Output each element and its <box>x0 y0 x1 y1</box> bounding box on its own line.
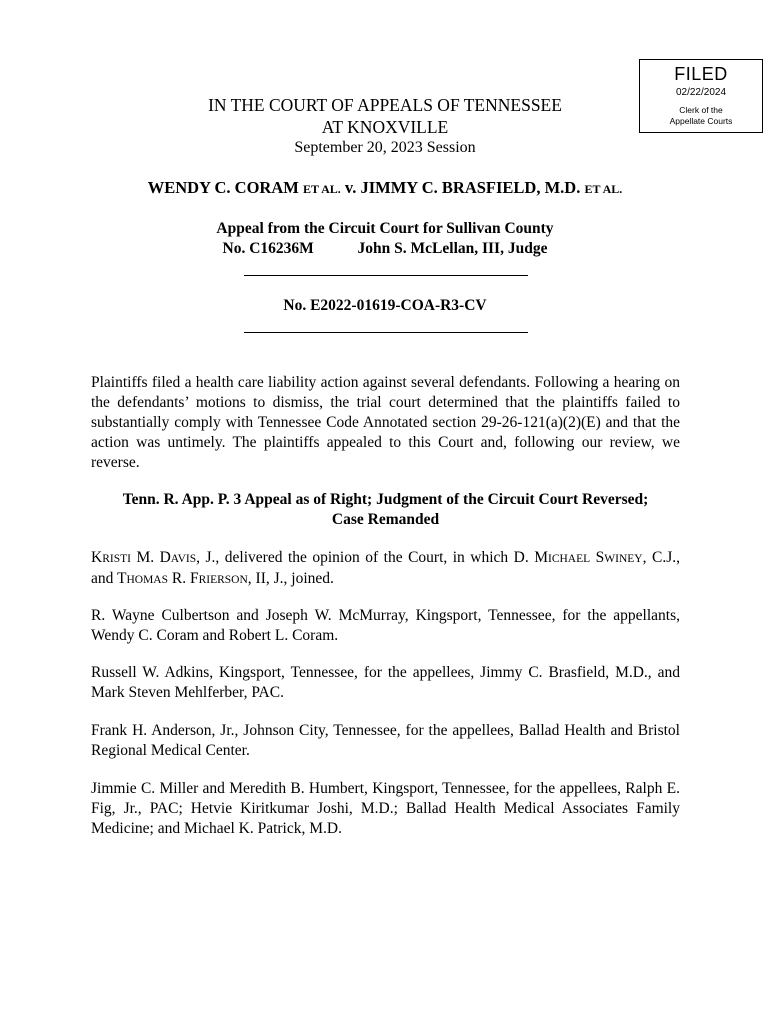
opinion-author <box>91 548 680 590</box>
court-name <box>0 94 770 138</box>
trial-case-line <box>0 239 770 259</box>
et-al-defendant: ET AL. <box>584 182 623 196</box>
counsel-appellants-coram: R. Wayne Culbertson and Joseph W. McMurray, Kingsport, Tennessee, for the appellants, Wendy C. Coram and Robert L. Coram. <box>91 607 680 644</box>
versus: v. <box>344 178 357 197</box>
counsel-appellees-ballad: Frank H. Anderson, Jr., Johnson City, Tennessee, for the appellees, Ballad Health and Bristol Regional Medical Center. <box>91 722 680 759</box>
divider-bottom <box>244 332 528 333</box>
docket-number: No. E2022-01619-COA-R3-CV <box>283 297 487 314</box>
court-line-1: IN THE COURT OF APPEALS OF TENNESSEE <box>208 95 562 115</box>
et-al-plaintiff: ET AL. <box>302 182 341 196</box>
opinion-text: , C.J., and T <box>91 549 680 587</box>
opinion-text: WINEY <box>604 553 643 565</box>
case-summary: Plaintiffs filed a health care liability action against several defendants. Following a hearing on the defendants’ motions to dismiss, the trial court determined that the plaintiffs failed to substantially comply with Tennessee Code Annotated section 29-26-121(a)(2)(E) and that the action was untimely. The plaintiffs appealed to this Court and, following our review, we reverse. <box>91 374 680 471</box>
plaintiff-name: WENDY C. CORAM <box>147 178 299 197</box>
opinion-text: , J., delivered the opinion of the Court, in which D. M <box>196 549 548 566</box>
holding-line-1: Tenn. R. App. P. 3 Appeal as of Right; Judgment of the Circuit Court Reversed; <box>122 491 649 508</box>
trial-case-number: No. C16236M <box>222 240 314 257</box>
opinion-text: ICHAEL <box>548 553 591 565</box>
opinion-text: K <box>91 549 103 566</box>
court-line-2: AT KNOXVILLE <box>321 117 449 137</box>
divider-top <box>244 275 528 276</box>
holding-line-2: Case Remanded <box>331 511 440 528</box>
defendant-name: JIMMY C. BRASFIELD, M.D. <box>360 178 581 197</box>
counsel-appellees-brasfield: Russell W. Adkins, Kingsport, Tennessee, for the appellees, Jimmy C. Brasfield, M.D., and Mark Steven Mehlferber, PAC. <box>91 664 680 701</box>
trial-judge: John S. McLellan, III, Judge <box>357 240 548 257</box>
appeal-from: Appeal from the Circuit Court for Sullivan County <box>216 220 554 237</box>
counsel-appellees-fig: Jimmie C. Miller and Meredith B. Humbert, Kingsport, Tennessee, for the appellees, Ralph E. Fig, Jr., PAC; Hetvie Kiritkumar Joshi, M.D.; Ballad Health Medical Associates Family Medicine; and Michael K. Patrick, M.D. <box>91 780 680 837</box>
opinion-text: D <box>159 549 171 566</box>
opinion-text: M. <box>130 549 160 566</box>
session-date: September 20, 2023 Session <box>294 139 476 156</box>
opinion-text: , II, J., joined. <box>247 570 334 587</box>
stamp-clerk-line1: Clerk of the <box>679 105 723 115</box>
stamp-clerk-line2: Appellate Courts <box>669 116 733 126</box>
stamp-filed-date: 02/22/2024 <box>675 87 727 98</box>
holding <box>91 490 680 530</box>
opinion-text: R. F <box>168 570 199 587</box>
stamp-filed-title: FILED <box>674 64 728 84</box>
case-caption <box>0 178 770 198</box>
opinion-text: HOMAS <box>126 574 168 586</box>
opinion-text: RIERSON <box>198 574 248 586</box>
opinion-text: S <box>590 549 605 566</box>
opinion-text: AVIS <box>170 553 197 565</box>
opinion-text: RISTI <box>102 553 131 565</box>
